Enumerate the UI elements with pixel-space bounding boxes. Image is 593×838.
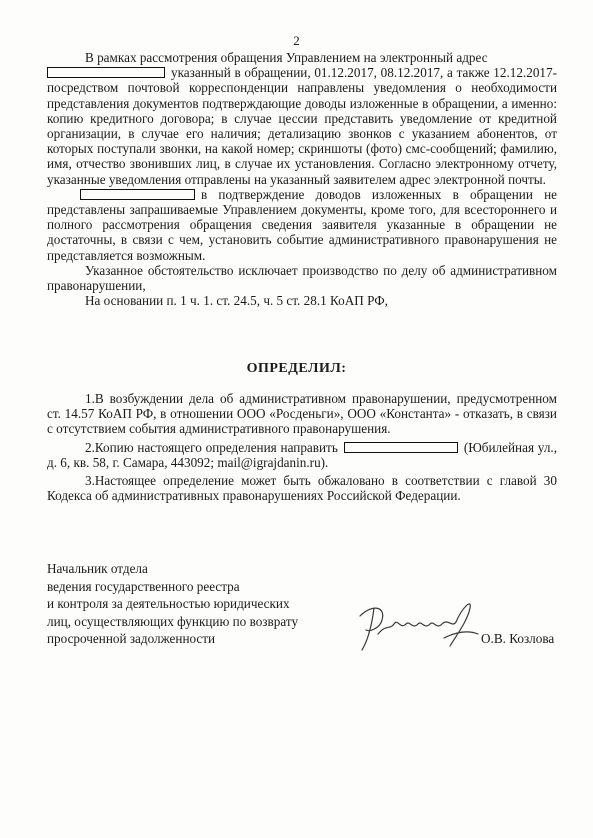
body-text <box>47 50 557 308</box>
decision-heading: ОПРЕДЕЛИЛ: <box>246 361 347 376</box>
signatory-position <box>47 560 347 648</box>
redacted-recipient <box>344 442 458 453</box>
paragraph-1-rest <box>47 65 557 187</box>
signatory-name: О.В. Козлова <box>481 631 555 646</box>
decision-item-2 <box>47 440 557 470</box>
decision-items <box>47 391 557 506</box>
position-line: и контроля за деятельностью юридических <box>47 596 290 611</box>
decision-item-2-end: (Юбилейная ул., д. 6, кв. 58, г. Самара, 443092; mail@igrajdanin.ru). <box>47 439 557 470</box>
position-line: лиц, осуществляющих функцию по возврату <box>47 613 299 629</box>
position-line: просроченной задолженности <box>47 631 216 646</box>
position-line: Начальник отдела <box>47 561 148 576</box>
paragraph-4: На основании п. 1 ч. 1. ст. 24.5, ч. 5 ст. 28.1 КоАП РФ, <box>85 293 388 309</box>
decision-item-1: 1.В возбуждении дела об административном правонарушении, предусмотренном ст. 14.57 КоАП РФ, в отношении ООО «Росденьги», ООО «Константа» - отказать, в связи с отсутствием события административного правонарушения. <box>47 391 557 437</box>
redacted-email <box>47 67 165 78</box>
redacted-applicant <box>80 189 195 200</box>
decision-item-2-start: 2.Копию настоящего определения направить <box>85 439 338 455</box>
paragraph-1-text: указанный в обращении, 01.12.2017, 08.12.2017, а также 12.12.2017-посредством почтовой корреспонденции направлены уведомления о необходимости представления документов подтверждающие доводы изложенные в обращении, а именно: копию кредитного договора; в случае цессии представить уведомление от кредитной организации, в случае его наличия; детализацию звонков с указанием абонентов, от которых поступали звонки, на какой номер; скриншоты (фото) смс-сообщений; фамилию, имя, отчество звонивших лиц, в случае их установления. Согласно электронному отчету, указанные уведомления отправлены на указанный заявителем адрес электронной почты. <box>47 65 557 187</box>
handwritten-signature <box>352 594 484 654</box>
paragraph-2 <box>47 187 557 263</box>
paragraph-3: Указанное обстоятельство исключает производство по делу об административном правонарушении, <box>47 262 557 294</box>
page-number: 2 <box>293 33 300 48</box>
position-line: ведения государственного реестра <box>47 578 240 594</box>
paragraph-1-line-1: В рамках рассмотрения обращения Управлением на электронный адрес <box>85 50 488 65</box>
decision-item-3: 3.Настоящее определение может быть обжаловано в соответствии с главой 30 Кодекса об административных правонарушениях Российской Федерации. <box>47 473 557 504</box>
paragraph-2-text: в подтверждение доводов изложенных в обращении не представлены запрашиваемые Управлением документы, кроме того, для всестороннего и полного рассмотрения обращения сведения заявителя указанные в обращении не достаточны, в связи с чем, установить событие административного правонарушения не представляется возможным. <box>47 186 557 263</box>
